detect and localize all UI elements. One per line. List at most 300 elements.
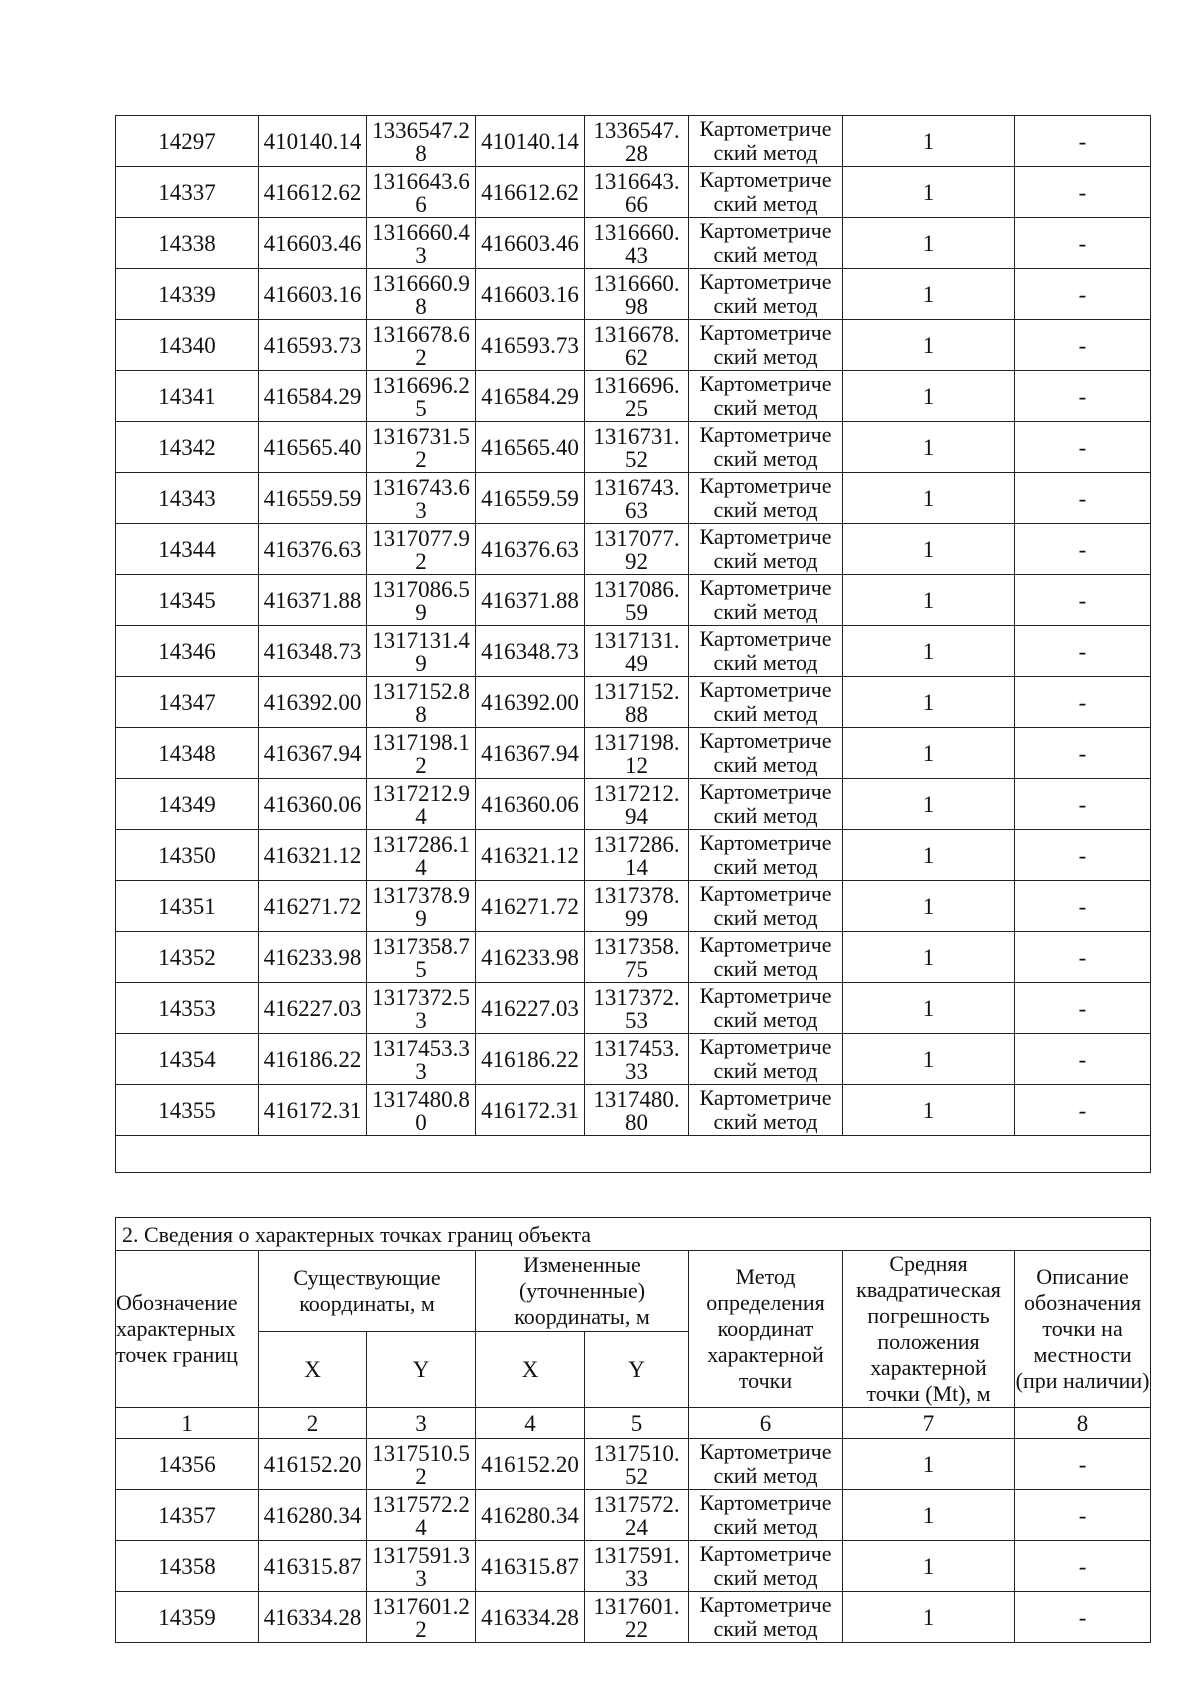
header-row-1 (116, 1251, 1151, 1332)
section-title-row (116, 1218, 1151, 1251)
existing-y-line: 1317480.8 (372, 1086, 470, 1112)
existing-x-cell: 416233.98 (259, 932, 367, 983)
changed-x-cell: 416280.34 (476, 1490, 585, 1541)
method-line: ский метод (713, 701, 818, 726)
table-row (116, 881, 1151, 932)
table-row (116, 524, 1151, 575)
changed-y-line: 24 (625, 1514, 648, 1540)
existing-y-line: 2 (415, 548, 427, 574)
existing-y-line: 1317086.5 (372, 576, 470, 602)
description-cell: - (1015, 269, 1151, 320)
table-row (116, 677, 1151, 728)
description-cell: - (1015, 320, 1151, 371)
method-cell (689, 218, 843, 269)
mt-value-cell: 1 (843, 116, 1015, 167)
point-id-cell: 14344 (116, 524, 259, 575)
method-line: Картометриче (699, 626, 832, 651)
method-line: ский метод (713, 1463, 818, 1488)
changed-y-line: 33 (625, 1058, 648, 1084)
method-cell (689, 473, 843, 524)
changed-y-line: 1317286. (593, 831, 680, 857)
mt-value-cell: 1 (843, 1490, 1015, 1541)
description-cell: - (1015, 1592, 1151, 1643)
method-line: ский метод (713, 548, 818, 573)
existing-y-cell (367, 830, 476, 881)
mt-value-cell: 1 (843, 422, 1015, 473)
changed-y-cell (585, 422, 689, 473)
changed-x-cell: 416172.31 (476, 1085, 585, 1136)
existing-y-cell (367, 881, 476, 932)
description-cell: - (1015, 371, 1151, 422)
changed-y-line: 1317378. (593, 882, 680, 908)
changed-y-line: 53 (625, 1007, 648, 1033)
changed-y-line: 49 (625, 650, 648, 676)
method-line: Картометриче (699, 830, 832, 855)
mt-value-cell: 1 (843, 677, 1015, 728)
point-id-cell: 14341 (116, 371, 259, 422)
existing-y-cell (367, 728, 476, 779)
method-cell (689, 422, 843, 473)
method-cell (689, 1490, 843, 1541)
description-cell: - (1015, 626, 1151, 677)
changed-y-line: 66 (625, 191, 648, 217)
changed-y-line: 98 (625, 293, 648, 319)
changed-x-cell: 416152.20 (476, 1439, 585, 1490)
mt-value-cell: 1 (843, 983, 1015, 1034)
changed-x-cell: 416603.16 (476, 269, 585, 320)
method-line: ский метод (713, 293, 818, 318)
method-line: Картометриче (699, 269, 832, 294)
mt-value-cell: 1 (843, 269, 1015, 320)
header-point-designation: Обозначение характерных точек границ (116, 1251, 259, 1408)
existing-y-line: 3 (415, 242, 427, 268)
existing-y-line: 1317152.8 (372, 678, 470, 704)
method-line: ский метод (713, 242, 818, 267)
existing-y-line: 2 (415, 752, 427, 778)
changed-y-line: 1316660. (593, 219, 680, 245)
changed-y-line: 52 (625, 1463, 648, 1489)
existing-y-cell (367, 269, 476, 320)
existing-x-cell: 416280.34 (259, 1490, 367, 1541)
changed-y-line: 1316678. (593, 321, 680, 347)
method-line: ский метод (713, 1616, 818, 1641)
changed-y-line: 1317212. (593, 780, 680, 806)
existing-x-cell: 416152.20 (259, 1439, 367, 1490)
changed-y-cell (585, 1085, 689, 1136)
changed-x-cell: 416371.88 (476, 575, 585, 626)
changed-y-line: 1316696. (593, 372, 680, 398)
existing-y-line: 4 (415, 1514, 427, 1540)
mt-value-cell: 1 (843, 830, 1015, 881)
method-line: Картометриче (699, 575, 832, 600)
changed-x-cell: 416376.63 (476, 524, 585, 575)
changed-y-cell (585, 983, 689, 1034)
changed-y-cell (585, 320, 689, 371)
mt-value-cell: 1 (843, 1439, 1015, 1490)
header-description: Описание обозначения точки на местности (при наличии) (1015, 1251, 1151, 1408)
existing-y-line: 2 (415, 1616, 427, 1642)
changed-y-cell (585, 575, 689, 626)
changed-y-cell (585, 1034, 689, 1085)
mt-value-cell: 1 (843, 371, 1015, 422)
table-row (116, 1085, 1151, 1136)
point-id-cell: 14338 (116, 218, 259, 269)
changed-y-line: 1317372. (593, 984, 680, 1010)
changed-y-line: 33 (625, 1565, 648, 1591)
description-cell: - (1015, 1439, 1151, 1490)
mt-value-cell: 1 (843, 1592, 1015, 1643)
method-line: ский метод (713, 344, 818, 369)
description-cell: - (1015, 473, 1151, 524)
method-line: ский метод (713, 905, 818, 930)
changed-y-line: 99 (625, 905, 648, 931)
changed-x-cell: 416584.29 (476, 371, 585, 422)
existing-y-line: 1317510.5 (372, 1440, 470, 1466)
method-line: Картометриче (699, 1439, 832, 1464)
existing-y-line: 1316696.2 (372, 372, 470, 398)
existing-x-cell: 416392.00 (259, 677, 367, 728)
header-mt: Средняя квадратическая погрешность положения характерной точки (Mt), м (843, 1251, 1015, 1408)
existing-y-line: 2 (415, 344, 427, 370)
existing-y-line: 2 (415, 446, 427, 472)
existing-x-cell: 416565.40 (259, 422, 367, 473)
method-cell (689, 1592, 843, 1643)
table-row (116, 167, 1151, 218)
point-id-cell: 14343 (116, 473, 259, 524)
method-line: ский метод (713, 1565, 818, 1590)
existing-x-cell: 416186.22 (259, 1034, 367, 1085)
existing-y-cell (367, 422, 476, 473)
description-cell: - (1015, 575, 1151, 626)
table1-body (116, 116, 1151, 1136)
changed-y-line: 1316743. (593, 474, 680, 500)
description-cell: - (1015, 1034, 1151, 1085)
description-cell: - (1015, 983, 1151, 1034)
point-id-cell: 14351 (116, 881, 259, 932)
existing-y-cell (367, 1085, 476, 1136)
changed-x-cell: 416392.00 (476, 677, 585, 728)
point-id-cell: 14339 (116, 269, 259, 320)
mt-value-cell: 1 (843, 167, 1015, 218)
changed-y-line: 1336547. (593, 117, 680, 143)
existing-x-cell: 410140.14 (259, 116, 367, 167)
method-line: Картометриче (699, 932, 832, 957)
point-id-cell: 14340 (116, 320, 259, 371)
point-id-cell: 14345 (116, 575, 259, 626)
method-cell (689, 269, 843, 320)
point-id-cell: 14359 (116, 1592, 259, 1643)
point-id-cell: 14337 (116, 167, 259, 218)
changed-y-line: 1317591. (593, 1542, 680, 1568)
description-cell: - (1015, 422, 1151, 473)
changed-y-line: 80 (625, 1109, 648, 1135)
method-cell (689, 320, 843, 371)
changed-y-cell (585, 473, 689, 524)
method-line: ский метод (713, 803, 818, 828)
existing-x-cell: 416367.94 (259, 728, 367, 779)
existing-x-cell: 416271.72 (259, 881, 367, 932)
changed-y-line: 59 (625, 599, 648, 625)
column-number: 8 (1015, 1408, 1151, 1439)
existing-y-cell (367, 1541, 476, 1592)
existing-y-line: 1317378.9 (372, 882, 470, 908)
method-line: Картометриче (699, 320, 832, 345)
mt-value-cell: 1 (843, 218, 1015, 269)
existing-x-cell: 416227.03 (259, 983, 367, 1034)
changed-y-cell (585, 1490, 689, 1541)
changed-x-cell: 416367.94 (476, 728, 585, 779)
existing-y-line: 0 (415, 1109, 427, 1135)
method-cell (689, 524, 843, 575)
existing-y-line: 2 (415, 1463, 427, 1489)
table-row (116, 626, 1151, 677)
existing-x-cell: 416593.73 (259, 320, 367, 371)
existing-y-line: 9 (415, 599, 427, 625)
mt-value-cell: 1 (843, 524, 1015, 575)
point-id-cell: 14349 (116, 779, 259, 830)
existing-y-cell (367, 983, 476, 1034)
changed-y-line: 52 (625, 446, 648, 472)
table-row (116, 371, 1151, 422)
existing-x-cell: 416371.88 (259, 575, 367, 626)
changed-y-line: 1317152. (593, 678, 680, 704)
method-cell (689, 779, 843, 830)
existing-x-cell: 416603.16 (259, 269, 367, 320)
header-method: Метод определения координат характерной точки (689, 1251, 843, 1408)
description-cell: - (1015, 830, 1151, 881)
method-line: Картометриче (699, 218, 832, 243)
existing-y-line: 1317212.9 (372, 780, 470, 806)
changed-y-line: 1317198. (593, 729, 680, 755)
table-row (116, 932, 1151, 983)
point-id-cell: 14357 (116, 1490, 259, 1541)
existing-y-line: 5 (415, 956, 427, 982)
mt-value-cell: 1 (843, 1085, 1015, 1136)
existing-y-line: 1317077.9 (372, 525, 470, 551)
description-cell: - (1015, 167, 1151, 218)
method-line: Картометриче (699, 473, 832, 498)
changed-y-cell (585, 677, 689, 728)
table-row (116, 320, 1151, 371)
existing-y-line: 9 (415, 905, 427, 931)
existing-y-line: 1317358.7 (372, 933, 470, 959)
changed-y-cell (585, 932, 689, 983)
method-cell (689, 1541, 843, 1592)
description-cell: - (1015, 1541, 1151, 1592)
table-row (116, 1592, 1151, 1643)
description-cell: - (1015, 116, 1151, 167)
method-line: Картометриче (699, 422, 832, 447)
column-number: 3 (367, 1408, 476, 1439)
method-line: ский метод (713, 854, 818, 879)
method-cell (689, 728, 843, 779)
existing-y-line: 4 (415, 854, 427, 880)
point-id-cell: 14346 (116, 626, 259, 677)
method-cell (689, 1085, 843, 1136)
method-line: ский метод (713, 497, 818, 522)
changed-x-cell: 416360.06 (476, 779, 585, 830)
method-line: ский метод (713, 650, 818, 675)
method-line: Картометриче (699, 116, 832, 141)
changed-y-line: 75 (625, 956, 648, 982)
method-cell (689, 575, 843, 626)
changed-y-line: 63 (625, 497, 648, 523)
existing-x-cell: 416360.06 (259, 779, 367, 830)
existing-y-line: 1317198.1 (372, 729, 470, 755)
table-row (116, 218, 1151, 269)
point-id-cell: 14358 (116, 1541, 259, 1592)
table-row (116, 728, 1151, 779)
existing-y-cell (367, 932, 476, 983)
existing-y-cell (367, 524, 476, 575)
method-line: Картометриче (699, 167, 832, 192)
method-line: ский метод (713, 446, 818, 471)
existing-y-cell (367, 473, 476, 524)
changed-y-line: 43 (625, 242, 648, 268)
mt-value-cell: 1 (843, 473, 1015, 524)
description-cell: - (1015, 728, 1151, 779)
changed-y-line: 22 (625, 1616, 648, 1642)
existing-y-line: 6 (415, 191, 427, 217)
method-cell (689, 677, 843, 728)
method-line: ский метод (713, 599, 818, 624)
table2-body (116, 1439, 1151, 1643)
mt-value-cell: 1 (843, 1034, 1015, 1085)
method-line: Картометриче (699, 1490, 832, 1515)
column-number: 4 (476, 1408, 585, 1439)
changed-y-cell (585, 728, 689, 779)
table-row (116, 1034, 1151, 1085)
point-id-cell: 14352 (116, 932, 259, 983)
changed-y-line: 62 (625, 344, 648, 370)
table1-empty-row (116, 1136, 1151, 1173)
column-number: 2 (259, 1408, 367, 1439)
existing-y-cell (367, 677, 476, 728)
description-cell: - (1015, 1085, 1151, 1136)
method-line: ский метод (713, 1109, 818, 1134)
column-number: 5 (585, 1408, 689, 1439)
existing-y-cell (367, 1592, 476, 1643)
column-number-row (116, 1408, 1151, 1439)
changed-x-cell: 416565.40 (476, 422, 585, 473)
changed-x-cell: 416603.46 (476, 218, 585, 269)
method-cell (689, 167, 843, 218)
existing-x-cell: 416559.59 (259, 473, 367, 524)
existing-x-cell: 416584.29 (259, 371, 367, 422)
header-existing-x: X (259, 1331, 367, 1407)
existing-y-cell (367, 575, 476, 626)
changed-y-line: 1317077. (593, 525, 680, 551)
method-line: ский метод (713, 191, 818, 216)
existing-y-line: 1317131.4 (372, 627, 470, 653)
changed-x-cell: 410140.14 (476, 116, 585, 167)
existing-y-cell (367, 1034, 476, 1085)
existing-y-cell (367, 626, 476, 677)
method-cell (689, 116, 843, 167)
existing-y-cell (367, 320, 476, 371)
method-line: Картометриче (699, 1541, 832, 1566)
boundary-points-table (115, 1217, 1151, 1643)
existing-y-cell (367, 1490, 476, 1541)
changed-y-line: 1316660. (593, 270, 680, 296)
mt-value-cell: 1 (843, 1541, 1015, 1592)
existing-y-line: 1317572.2 (372, 1491, 470, 1517)
existing-x-cell: 416603.46 (259, 218, 367, 269)
method-cell (689, 830, 843, 881)
method-cell (689, 371, 843, 422)
existing-y-line: 1317601.2 (372, 1593, 470, 1619)
method-line: Картометриче (699, 1592, 832, 1617)
existing-y-line: 1316660.4 (372, 219, 470, 245)
method-line: ский метод (713, 1007, 818, 1032)
table-row (116, 779, 1151, 830)
existing-x-cell: 416348.73 (259, 626, 367, 677)
existing-y-line: 1317453.3 (372, 1035, 470, 1061)
table-row (116, 116, 1151, 167)
point-id-cell: 14356 (116, 1439, 259, 1490)
header-changed-coords: Измененные (уточненные) координаты, м (476, 1251, 689, 1332)
existing-y-line: 1316678.6 (372, 321, 470, 347)
method-cell (689, 1034, 843, 1085)
method-cell (689, 983, 843, 1034)
changed-x-cell: 416593.73 (476, 320, 585, 371)
method-line: Картометриче (699, 371, 832, 396)
table-row (116, 1490, 1151, 1541)
existing-y-cell (367, 1439, 476, 1490)
method-cell (689, 1439, 843, 1490)
changed-y-cell (585, 1541, 689, 1592)
changed-y-cell (585, 524, 689, 575)
existing-y-line: 9 (415, 650, 427, 676)
changed-y-line: 25 (625, 395, 648, 421)
changed-x-cell: 416612.62 (476, 167, 585, 218)
existing-y-line: 3 (415, 1058, 427, 1084)
table-row (116, 473, 1151, 524)
changed-y-cell (585, 881, 689, 932)
existing-y-line: 1317591.3 (372, 1542, 470, 1568)
changed-y-cell (585, 1439, 689, 1490)
changed-y-line: 1317601. (593, 1593, 680, 1619)
changed-y-line: 12 (625, 752, 648, 778)
existing-y-line: 3 (415, 497, 427, 523)
table-row (116, 830, 1151, 881)
changed-y-line: 1317572. (593, 1491, 680, 1517)
method-line: Картометриче (699, 1085, 832, 1110)
existing-x-cell: 416315.87 (259, 1541, 367, 1592)
changed-y-cell (585, 779, 689, 830)
table-row (116, 1439, 1151, 1490)
changed-y-line: 1316731. (593, 423, 680, 449)
mt-value-cell: 1 (843, 779, 1015, 830)
description-cell: - (1015, 1490, 1151, 1541)
mt-value-cell: 1 (843, 881, 1015, 932)
changed-y-cell (585, 218, 689, 269)
mt-value-cell: 1 (843, 932, 1015, 983)
changed-x-cell: 416233.98 (476, 932, 585, 983)
column-number: 1 (116, 1408, 259, 1439)
header-existing-y: Y (367, 1331, 476, 1407)
changed-y-line: 1316643. (593, 168, 680, 194)
method-line: ский метод (713, 752, 818, 777)
changed-x-cell: 416321.12 (476, 830, 585, 881)
changed-y-cell (585, 167, 689, 218)
method-cell (689, 932, 843, 983)
table-row (116, 422, 1151, 473)
changed-x-cell: 416559.59 (476, 473, 585, 524)
description-cell: - (1015, 932, 1151, 983)
method-line: Картометриче (699, 677, 832, 702)
method-cell (689, 881, 843, 932)
